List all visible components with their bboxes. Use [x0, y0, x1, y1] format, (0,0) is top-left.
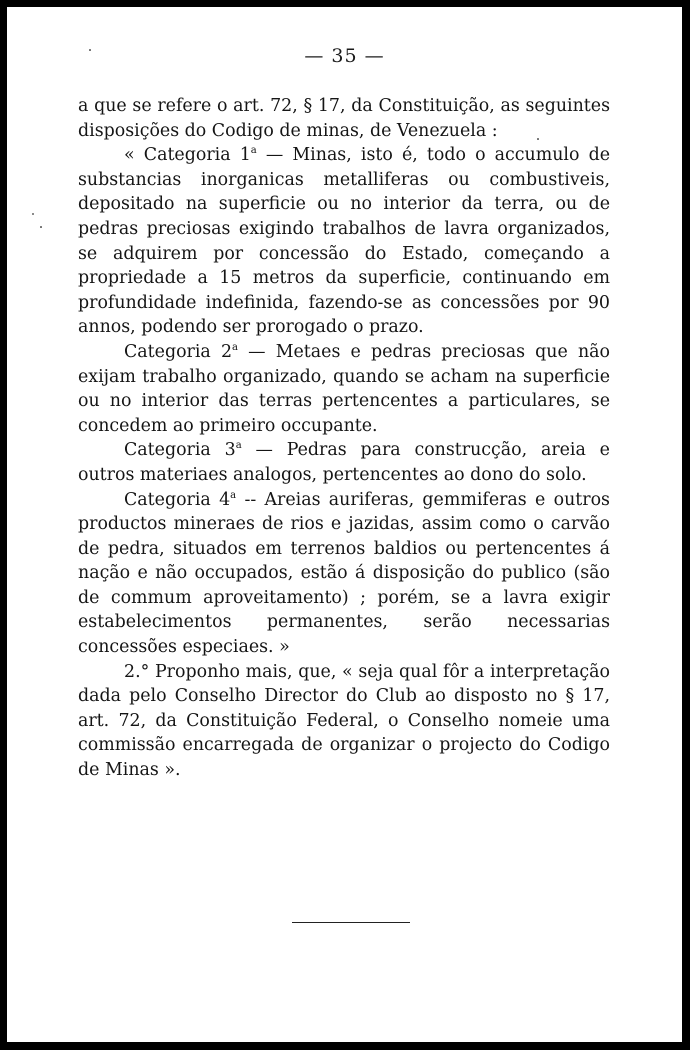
paragraph-intro: a que se refere o art. 72, § 17, da Constituição, as seguintes disposições do Codigo de minas, de Venezuela :: [78, 96, 610, 141]
categoria-3-superscript: a: [235, 440, 242, 452]
categoria-3-label: Categoria 3: [124, 440, 236, 461]
categoria-4-text: -- Areias auriferas, gemmiferas e outros productos mineraes de rios e jazidas, assim como o carvão de pedra, situados em terrenos baldios ou pertencentes á nação e não occupados, estão á disposição do publico (são de commum aproveitamento) ; porém, se a lavra exigir estabelecimentos permanentes, serão necessarias concessões especiaes. »: [78, 489, 610, 658]
paragraph-categoria-2: [78, 340, 610, 438]
paragraph-categoria-4: [78, 488, 610, 660]
categoria-4-superscript: a: [230, 489, 237, 501]
categoria-3-text: — Pedras para construcção, areia e outros materiaes analogos, pertencentes ao dono do solo.: [78, 440, 610, 485]
categoria-1-text: — Minas, isto é, todo o accumulo de substancias inorganicas metalliferas ou combustiveis, depositado na superficie ou no interior da terra, ou de pedras preciosas exigindo trabalhos de lavra organizados, se adquirem por concessão do Estado, começando a propriedade a 15 metros da superficie, continuando em profundidade indefinida, fazendo-se as concessões por 90 annos, podendo ser prorogado o prazo.: [78, 145, 611, 338]
paragraph-proposal: 2.° Proponho mais, que, « seja qual fôr a interpretação dada pelo Conselho Director do Club ao disposto no § 17, art. 72, da Constituição Federal, o Conselho nomeie uma commissão encarregada de organizar o projecto do Codigo de Minas ».: [78, 661, 610, 781]
scan-speck: [537, 138, 539, 140]
body-text: [78, 94, 610, 783]
paragraph-categoria-1: [78, 143, 610, 340]
document-page: [7, 7, 682, 1042]
categoria-1-label: « Categoria 1: [124, 145, 251, 166]
categoria-2-label: Categoria 2: [124, 341, 233, 362]
scan-speck: [89, 49, 91, 51]
categoria-2-text: — Metaes e pedras preciosas que não exijam trabalho organizado, quando se acham na superficie ou no interior das terras pertencentes a particulares, se concedem ao primeiro occupante.: [78, 341, 610, 436]
page-number: — 35 —: [304, 45, 385, 67]
paragraph-categoria-3: [78, 438, 610, 487]
scan-speck: [32, 213, 34, 215]
categoria-2-superscript: a: [232, 342, 238, 354]
categoria-1-superscript: a: [250, 145, 257, 157]
categoria-4-label: Categoria 4: [124, 489, 231, 510]
closing-rule: [292, 922, 410, 923]
scan-speck: [40, 226, 42, 228]
